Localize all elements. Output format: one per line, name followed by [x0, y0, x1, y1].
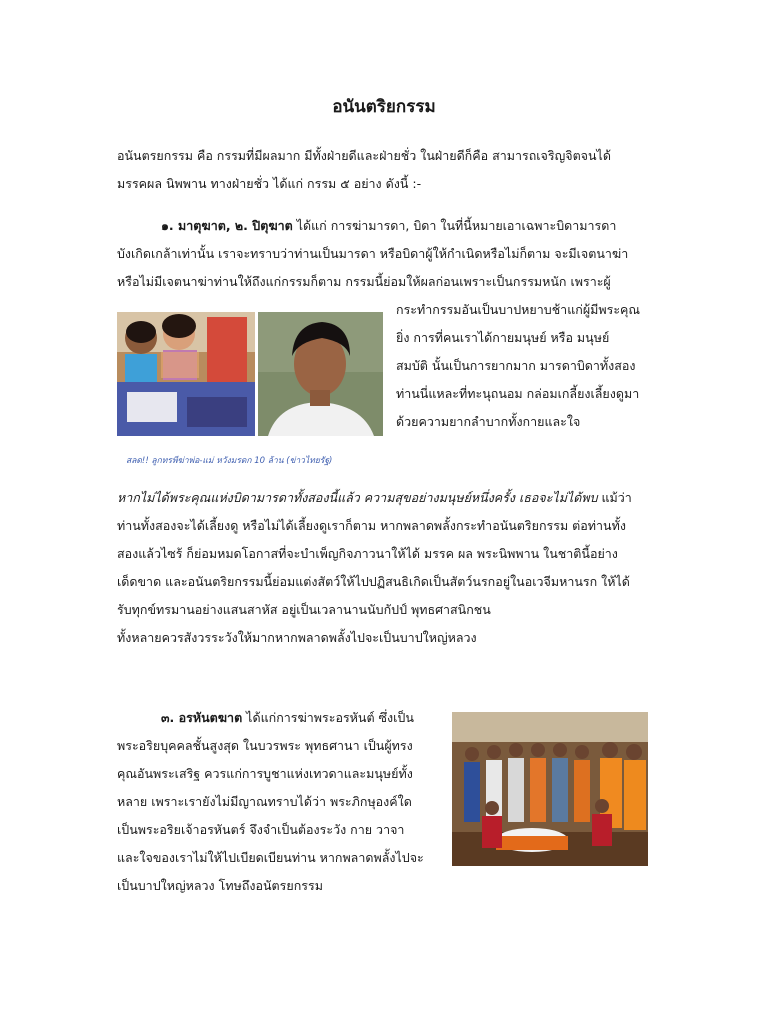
section1-wrap-text — [396, 296, 658, 436]
monks-photo-illustration — [452, 712, 648, 866]
intro-line: มรรคผล นิพพาน ทางฝ่ายชั่ว ได้แก่ กรรม ๕ อย่าง ดังนี้ :- — [117, 176, 422, 191]
section3-line: และใจของเราไม่ให้ไปเบียดเบียนท่าน หากพลาดพลั้งไปจะ — [117, 850, 424, 865]
section2-line: เด็ดขาด และอนันตริยกรรมนี้ย่อมแต่งสัตว์ให้ไปปฏิสนธิเกิดเป็นสัตว์นรกอยู่ในอเวจีมหานรก ให้ได้ — [117, 574, 630, 589]
section3-heading: ๓. อรหันตฆาต — [161, 710, 243, 725]
family-photo-illustration — [117, 312, 255, 436]
family-photo — [117, 312, 255, 436]
section1-paragraph — [117, 212, 657, 296]
section3-line — [117, 704, 439, 732]
page-title: อนันตริยกรรม — [332, 97, 436, 117]
section1-line: บังเกิดเกล้าเท่านั้น เราจะทราบว่าท่านเป็นมารดา หรือบิดาผู้ให้กำเนิดหรือไม่ก็ตาม จะมีเจตนาฆ่า — [117, 246, 629, 261]
section3-text: ได้แก่การฆ่าพระอรหันต์ ซึ่งเป็น — [242, 710, 414, 725]
section1-line: หรือไม่มีเจตนาฆ่าท่านให้ถึงแก่กรรมก็ตาม กรรมนี้ย่อมให้ผลก่อนเพราะเป็นกรรมหนัก เพราะผู้ — [117, 274, 611, 289]
section1-wrap-line: กระทำกรรมอันเป็นบาปหยาบช้าแก่ผู้มีพระคุณ — [396, 302, 641, 317]
section2-paragraph — [117, 484, 657, 652]
section3-line: เป็นบาปใหญ่หลวง โทษถึงอนัตรยกรรม — [117, 878, 323, 893]
intro-line: อนันตรยกรรม คือ กรรมที่มีผลมาก มีทั้งฝ่ายดีและฝ่ายชั่ว ในฝ่ายดีก็คือ สามารถเจริญจิตจนได้ — [117, 148, 611, 163]
section1-wrap-line: ท่านนี่แหละที่ทะนุถนอม กล่อมเกลี้ยงเลี้ยงดูมา — [396, 386, 640, 401]
section2-italic-lead: หากไม่ได้พระคุณแห่งบิดามารดาทั้งสองนี้แล้ว ความสุขอย่างมนุษย์หนึ่งครั้ง เธอจะไม่ได้พบ — [117, 490, 598, 505]
section2-line: ทั้งหลายควรสังวรระวังให้มากหากพลาดพลั้งไปจะเป็นบาปใหญ่หลวง — [117, 630, 477, 645]
section1-wrap-line: ยิ่ง การที่คนเราได้กายมนุษย์ หรือ มนุษย์ — [396, 330, 610, 345]
section2-line: รับทุกข์ทรมานอย่างแสนสาหัส อยู่เป็นเวลานานนับกัปป์ พุทธศาสนิกชน — [117, 602, 491, 617]
section2-text: แม้ว่า — [597, 490, 632, 505]
section3-paragraph — [117, 704, 439, 900]
section1-line — [117, 212, 657, 240]
intro-paragraph — [117, 142, 657, 198]
photo-caption: สลด!! ลูกทรพีฆ่าพ่อ-แม่ หวังมรดก 10 ล้าน (ข่าวไทยรัฐ) — [126, 456, 333, 466]
section1-wrap-line: สมบัติ นั้นเป็นการยากมาก มารดาบิดาทั้งสอง — [396, 358, 636, 373]
section1-heading: ๑. มาตุฆาต, ๒. ปิตุฆาต — [161, 218, 293, 233]
section2-line: ท่านทั้งสองจะได้เลี้ยงดู หรือไม่ได้เลี้ยงดูเราก็ตาม หากพลาดพลั้งกระทำอนันตริยกรรม ต่อท่านทั้ง — [117, 518, 626, 533]
section1-wrap-line: ด้วยความยากลำบากทั้งกายและใจ — [396, 414, 581, 429]
portrait-photo — [258, 312, 383, 436]
section3-line: พระอริยบุคคลชั้นสูงสุด ในบวรพระ พุทธศานา เป็นผู้ทรง — [117, 738, 413, 753]
section2-line — [117, 484, 657, 512]
portrait-photo-illustration — [258, 312, 383, 436]
section1-text: ได้แก่ การฆ่ามารดา, บิดา ในที่นี้หมายเอาเฉพาะบิดามารดา — [292, 218, 617, 233]
section3-line: คุณอันพระเสริฐ ควรแก่การบูชาแห่งเทวดาและมนุษย์ทั้ง — [117, 766, 413, 781]
section2-line: สองแล้วไซร้ ก็ย่อมหมดโอกาสที่จะบำเพ็ญกิจภาวนาให้ได้ มรรค ผล พระนิพพาน ในชาตินี้อย่าง — [117, 546, 618, 561]
section3-line: เป็นพระอริยเจ้าอรหันตร์ จึงจำเป็นต้องระวัง กาย วาจา — [117, 822, 405, 837]
section3-line: หลาย เพราะเรายังไม่มีญาณทราบได้ว่า พระภิกษุองค์ใด — [117, 794, 412, 809]
monks-photo — [452, 712, 648, 866]
